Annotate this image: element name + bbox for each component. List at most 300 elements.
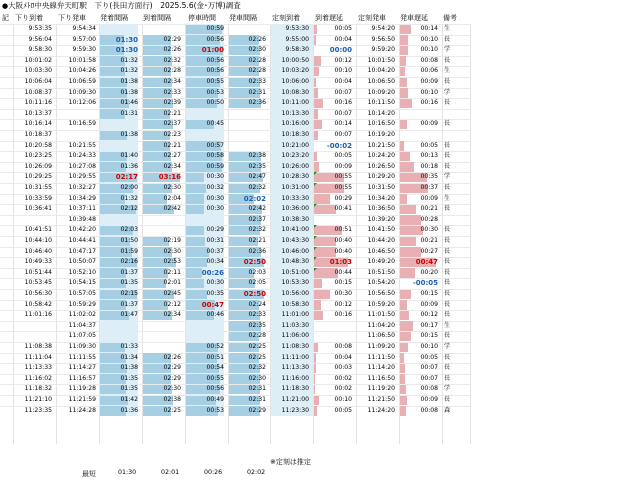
cell-scheduled-arrival: 9:58:30 [285,46,309,54]
cell-scheduled-arrival: 10:18:30 [281,131,309,138]
table-row [0,24,470,35]
table-row [0,236,470,247]
value-bar [186,194,204,204]
value-bar [314,247,336,257]
cell-departure-delay: 00:08 [420,56,438,64]
cell-departure-interval: 02:35 [248,321,266,329]
col-header-headway: 発着間隔 [100,14,128,22]
cell-departure-interval: 02:05 [248,279,266,287]
cell-arrival: 10:13:37 [24,109,52,117]
cell-arrival-delay: 00:09 [334,162,352,170]
value-bar [400,162,414,172]
col-header-dwell: 停車時間 [188,14,216,22]
cell-departure-interval: 02:32 [248,364,266,372]
cell-headway: 01:38 [120,88,138,96]
cell-departure-interval: 02:24 [248,300,266,308]
cell-shade [186,109,224,120]
cell-scheduled-departure: 11:21:50 [367,396,395,403]
cell-arrival-delay: 00:30 [334,290,352,297]
cell-dwell: 00:26 [201,268,224,277]
cell-scheduled-arrival: 10:00:50 [281,56,309,64]
cell-dwell: 00:45 [206,120,224,128]
value-bar [400,406,406,416]
cell-arrival-delay: 00:05 [334,152,352,160]
cell-remarks: 長 [444,332,451,340]
cell-departure-delay: 00:37 [420,184,438,191]
corner-mark [314,257,317,260]
cell-departure: 10:47:17 [68,247,96,255]
cell-departure-delay: 00:08 [420,385,438,393]
cell-shade [186,215,224,226]
cell-arrival: 10:06:04 [24,78,52,85]
cell-departure-interval: 02:02 [243,194,266,203]
value-bar [400,353,404,363]
value-bar [400,364,405,374]
cell-arrival-delay: 00:16 [334,99,352,107]
table-row [0,172,470,183]
value-bar [400,35,408,45]
cell-remarks: 長 [444,120,451,128]
cell-headway: 01:38 [120,131,138,138]
table-row [0,151,470,162]
cell-departure: 10:09:30 [68,88,96,96]
value-bar [400,226,423,236]
cell-scheduled-arrival: 11:01:00 [281,311,309,319]
cell-scheduled-departure: 9:56:50 [371,35,395,43]
cell-arrival-interval: 02:23 [163,131,181,138]
cell-remarks: 学 [444,343,451,350]
col-header-scheduled-arrival: 定刻到着 [272,14,300,22]
table-row [0,162,470,173]
cell-arrival-interval: 02:11 [163,268,181,276]
cell-departure-interval: 02:33 [248,311,266,319]
cell-departure-delay: 00:28 [420,215,438,223]
cell-shade [100,141,138,152]
col-header-departure-interval: 発車間隔 [229,14,257,22]
cell-departure-interval: 02:25 [248,353,266,361]
cell-dwell: 00:30 [206,173,224,181]
table-row [0,310,470,321]
col-header-scheduled-departure: 定刻発車 [358,14,386,22]
cell-departure-interval: 02:42 [248,205,266,213]
cell-scheduled-departure: 10:01:50 [367,56,395,64]
cell-headway: 01:37 [120,268,138,276]
cell-arrival-delay: 00:10 [334,396,352,403]
value-bar [314,300,321,310]
cell-departure-delay: -00:05 [412,279,438,288]
column-header-row [0,12,480,24]
cell-dwell: 00:51 [206,353,224,361]
cell-scheduled-arrival: 10:51:00 [281,268,309,276]
value-bar [314,374,315,384]
cell-remarks: 長 [444,268,451,276]
cell-arrival: 11:11:04 [24,353,52,361]
cell-scheduled-departure: 10:24:20 [367,152,395,160]
cell-remarks: 長 [444,205,451,213]
cell-remarks: 学 [444,88,451,96]
cell-departure-interval: 02:36 [248,247,266,255]
cell-shade [186,130,224,141]
cell-departure: 10:52:10 [68,268,96,276]
cell-scheduled-arrival: 11:16:00 [281,374,309,382]
cell-dwell: 00:57 [206,141,224,149]
cell-arrival: 10:53:45 [24,279,52,287]
cell-arrival-delay: 00:04 [334,353,352,361]
cell-arrival: 10:01:02 [24,56,52,64]
cell-scheduled-departure: 10:21:50 [367,141,395,149]
cell-arrival-interval: 02:29 [163,35,181,43]
corner-mark [314,225,317,228]
cell-departure: 10:01:58 [68,56,96,64]
cell-remarks: 長 [444,374,451,382]
cell-scheduled-arrival: 10:23:20 [281,152,309,160]
cell-scheduled-arrival: 10:33:30 [281,194,309,202]
cell-headway: 01:38 [120,78,138,85]
cell-departure: 10:27:08 [68,162,96,170]
cell-arrival: 10:56:30 [24,290,52,297]
cell-headway: 01:30 [115,46,138,55]
cell-scheduled-arrival: 11:06:00 [281,332,309,340]
cell-headway: 01:32 [120,67,138,75]
value-bar [314,78,316,88]
cell-arrival-delay: 00:40 [334,237,352,244]
cell-departure-interval: 02:29 [248,406,266,414]
cell-departure-interval: 02:31 [248,88,266,96]
cell-departure: 10:24:33 [68,152,96,160]
cell-scheduled-departure: 11:04:20 [367,321,395,329]
cell-arrival-interval: 02:37 [163,120,181,128]
corner-mark [314,172,317,175]
corner-mark [314,183,317,186]
cell-dwell: 00:31 [206,237,224,244]
cell-scheduled-departure: 10:14:20 [367,109,395,117]
cell-scheduled-arrival: 11:23:30 [281,406,309,414]
cell-departure-delay: 00:17 [420,321,438,329]
value-bar [314,279,322,289]
cell-arrival-interval: 03:16 [158,173,181,182]
cell-scheduled-departure: 11:11:50 [367,353,395,361]
cell-scheduled-arrival: 9:55:00 [285,35,309,43]
cell-departure: 11:24:28 [68,406,96,414]
cell-scheduled-departure: 10:19:20 [367,131,395,138]
table-row [0,109,470,120]
cell-scheduled-departure: 10:51:50 [367,268,395,276]
value-bar [314,406,317,416]
cell-headway: 01:40 [120,152,138,160]
cell-scheduled-arrival: 10:36:00 [281,205,309,213]
cell-remarks: 長 [444,152,451,160]
cell-departure-interval: 02:21 [248,237,266,244]
cell-headway: 01:36 [120,406,138,414]
table-row [0,98,470,109]
cell-dwell: 00:52 [206,343,224,350]
cell-scheduled-departure: 10:11:50 [367,99,395,107]
cell-departure-interval: 02:35 [248,162,266,170]
cell-arrival: 9:58:30 [28,46,52,54]
cell-dwell: 00:35 [206,290,224,297]
cell-scheduled-arrival: 11:21:00 [281,396,309,403]
cell-departure-delay: 00:15 [420,290,438,297]
cell-arrival-delay: 00:15 [334,279,352,287]
cell-departure-delay: 00:09 [420,396,438,403]
cell-arrival-interval: 02:45 [163,290,181,297]
cell-headway: 01:30 [115,35,138,44]
cell-arrival-delay: 00:00 [329,46,352,55]
value-bar [400,321,413,331]
cell-remarks: 長 [444,99,451,107]
title-text: 大阪ﾒﾄﾛ中央線弁天町駅 下り(長田方面行) 2025.5.6(金･万博)調査 [8,1,241,10]
cell-departure-interval: 02:28 [248,332,266,340]
cell-headway: 01:33 [120,343,138,350]
value-bar [400,99,412,109]
value-bar [400,247,421,257]
cell-scheduled-departure: 10:09:20 [367,88,395,96]
value-bar [314,25,317,35]
cell-arrival-delay: 00:02 [334,374,352,382]
value-bar [314,99,323,109]
table-row [0,194,470,205]
table-row [0,268,470,279]
cell-departure-delay: 00:09 [420,78,438,85]
cell-departure-delay: 00:18 [420,162,438,170]
col-header-ki: 記 [2,14,9,22]
cell-arrival-delay: 00:05 [334,406,352,414]
cell-scheduled-departure: 10:34:20 [367,194,395,202]
value-bar [314,152,317,162]
cell-departure-interval: 02:30 [248,46,266,54]
cell-arrival-delay: 00:55 [334,184,352,191]
corner-mark [314,247,317,250]
table-row [0,141,470,152]
cell-scheduled-departure: 10:44:20 [367,237,395,244]
cell-scheduled-departure: 10:41:50 [367,226,395,234]
cell-scheduled-arrival: 11:11:00 [281,353,309,361]
cell-dwell: 00:56 [206,67,224,75]
cell-arrival-delay: 00:55 [334,173,352,181]
cell-departure-delay: 00:30 [420,226,438,234]
cell-departure-delay: 00:07 [420,364,438,372]
cell-scheduled-arrival: 10:31:00 [281,184,309,191]
cell-remarks: 長 [444,353,451,361]
summary-departure-interval: 02:02 [247,469,266,476]
cell-arrival-delay: 00:29 [334,194,352,202]
cell-remarks: 長 [444,162,451,170]
value-bar [314,88,318,98]
cell-dwell: 00:54 [206,364,224,372]
table-row [0,374,470,385]
cell-headway: 01:38 [120,364,138,372]
cell-arrival: 10:16:14 [24,120,52,128]
value-bar [186,184,206,194]
cell-arrival-delay: 00:08 [334,343,352,350]
cell-scheduled-arrival: 11:08:30 [281,343,309,350]
cell-arrival-delay: 00:16 [334,311,352,319]
cell-departure-delay: 00:09 [420,194,438,202]
cell-remarks: 長 [444,78,451,85]
cell-scheduled-arrival: 11:13:30 [281,364,309,372]
cell-arrival-interval: 02:27 [163,152,181,160]
cell-headway: 01:32 [120,56,138,64]
cell-departure: 9:59:30 [72,46,96,54]
cell-dwell: 00:56 [206,56,224,64]
cell-arrival-interval: 02:39 [163,99,181,107]
cell-dwell: 00:30 [206,194,224,202]
cell-departure-delay: 00:10 [420,88,438,96]
cell-arrival-delay: 00:05 [334,25,352,32]
cell-arrival: 11:13:33 [24,364,52,372]
cell-departure-delay: 00:05 [420,353,438,361]
cell-arrival-interval: 02:29 [163,364,181,372]
cell-remarks: 長 [444,311,451,319]
cell-departure-delay: 00:27 [420,247,438,255]
cell-dwell: 00:46 [206,311,224,319]
cell-departure-delay: 00:10 [420,46,438,54]
cell-arrival-delay: 00:44 [334,268,352,276]
cell-arrival: 10:49:33 [24,258,52,266]
cell-arrival-interval: 02:30 [163,247,181,255]
cell-arrival: 11:23:35 [24,406,52,414]
value-bar [314,364,316,374]
cell-headway: 01:35 [120,374,138,382]
value-bar [400,46,408,56]
table-row [0,257,470,268]
timetable-grid [0,24,470,444]
value-bar [186,237,205,247]
value-bar [314,396,319,406]
cell-headway: 02:12 [120,205,138,213]
cell-arrival-delay: -00:02 [326,141,352,150]
value-bar [314,353,316,363]
cell-departure-interval: 02:26 [248,35,266,43]
cell-shade [100,119,138,130]
footnote: ※定刻は推定 [270,458,311,466]
cell-headway: 02:00 [120,184,138,191]
cell-departure-interval: 02:50 [243,290,266,298]
table-row [0,363,470,374]
cell-departure-delay: 00:15 [420,332,438,340]
corner-mark [314,204,317,207]
cell-departure-interval: 02:36 [248,99,266,107]
table-row [0,321,470,332]
cell-remarks: 生 [444,321,451,329]
cell-scheduled-arrival: 10:13:30 [281,109,309,117]
cell-headway: 01:37 [120,300,138,308]
row-divider [0,130,470,131]
table-row [0,289,470,300]
cell-arrival: 9:56:04 [28,35,52,43]
cell-scheduled-departure: 10:39:20 [367,215,395,223]
cell-scheduled-arrival: 11:18:30 [281,385,309,393]
cell-scheduled-departure: 10:26:50 [367,162,395,170]
cell-remarks: 長 [444,279,451,287]
value-bar [400,290,411,300]
value-bar [186,205,204,215]
cell-scheduled-arrival: 10:21:00 [281,141,309,149]
cell-scheduled-arrival: 10:46:00 [281,247,309,255]
cell-arrival: 11:01:16 [24,311,52,319]
table-row [0,77,470,88]
table-row [0,384,470,395]
cell-departure-interval: 02:32 [248,184,266,191]
col-header-departure: 下り発車 [58,14,86,22]
cell-departure: 10:50:07 [68,258,96,266]
value-bar [400,141,404,151]
cell-scheduled-departure: 10:59:20 [367,300,395,308]
cell-remarks: 生 [444,25,451,32]
value-bar [400,25,411,35]
cell-departure: 11:09:30 [68,343,96,350]
cell-arrival-interval: 02:30 [163,184,181,191]
value-bar [314,311,323,321]
cell-dwell: 00:59 [206,162,224,170]
value-bar [400,120,407,130]
cell-remarks: 長 [444,396,451,403]
cell-scheduled-arrival: 10:28:30 [281,173,309,181]
cell-scheduled-arrival: 10:48:30 [281,258,309,266]
value-bar [314,120,322,130]
cell-arrival-interval: 02:29 [163,374,181,382]
cell-remarks: 長 [444,364,451,372]
cell-departure-delay: 00:05 [420,141,438,149]
cell-dwell: 00:55 [206,78,224,85]
cell-arrival: 10:08:37 [24,88,52,96]
cell-scheduled-arrival: 10:43:30 [281,237,309,244]
cell-departure: 11:19:28 [68,385,96,393]
cell-arrival: 11:08:38 [24,343,52,350]
value-bar [314,67,319,77]
cell-headway: 02:03 [120,226,138,234]
value-bar [400,152,410,162]
cell-arrival: 10:44:10 [24,237,52,244]
cell-shade [100,215,138,226]
cell-arrival: 10:18:37 [24,131,52,138]
cell-arrival-delay: 00:12 [334,300,352,308]
cell-headway: 01:50 [120,237,138,244]
cell-scheduled-arrival: 10:56:00 [281,290,309,297]
cell-scheduled-arrival: 10:16:00 [281,120,309,128]
cell-departure-interval: 02:37 [248,215,266,223]
table-row [0,247,470,258]
cell-arrival-delay: 00:04 [334,78,352,85]
cell-dwell: 01:00 [201,46,224,55]
value-bar [400,300,407,310]
value-bar [400,78,407,88]
cell-arrival-interval: 02:19 [163,237,181,244]
cell-scheduled-arrival: 10:58:30 [281,300,309,308]
cell-scheduled-arrival: 10:41:00 [281,226,309,234]
cell-arrival-interval: 02:12 [163,300,181,308]
cell-arrival-delay: 00:12 [334,56,352,64]
value-bar [400,56,406,66]
cell-arrival: 11:18:32 [24,385,52,393]
value-bar [314,385,315,395]
cell-scheduled-arrival: 10:08:30 [281,88,309,96]
table-row [0,406,470,417]
cell-departure-interval: 02:47 [248,173,266,181]
cell-shade [100,24,138,35]
table-row [0,278,470,289]
cell-departure: 10:42:20 [68,226,96,234]
cell-dwell: 00:50 [206,99,224,107]
cell-dwell: 00:53 [206,88,224,96]
cell-dwell: 00:34 [206,258,224,266]
table-row [0,395,470,406]
cell-shade [186,321,224,332]
cell-arrival-delay: 00:03 [334,364,352,372]
value-bar [400,237,416,247]
cell-departure: 10:04:26 [68,67,96,75]
cell-departure: 10:57:05 [68,290,96,297]
